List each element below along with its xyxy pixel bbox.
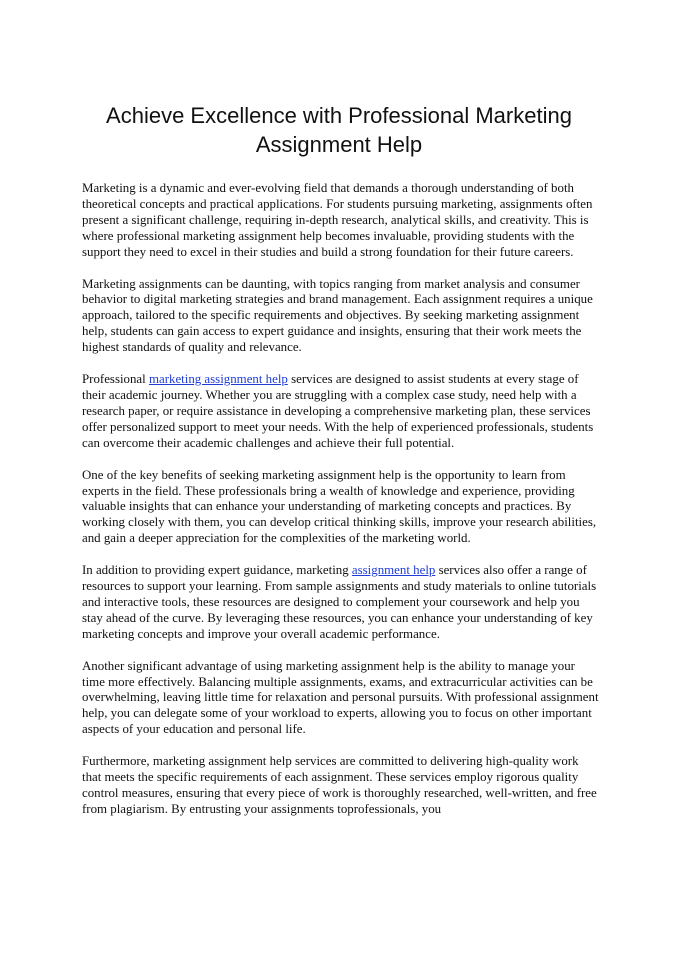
paragraph-4: One of the key benefits of seeking marketing assignment help is the opportunity to learn from experts in the field. These professionals bring a wealth of knowledge and experience, providing valuable insights that can enhance your understanding of marketing concepts and practices. By working closely with them, you can develop critical thinking skills, improve your research abilities, and gain a deeper appreciation for the complexities of the marketing world.: [82, 467, 597, 546]
paragraph-7: Furthermore, marketing assignment help services are committed to delivering high-quality work that meets the specific requirements of each assignment. These services employ rigorous quality control measures, ensuring that every piece of work is thoroughly researched, well-written, and free from plagiarism. By entrusting your assignments toprofessionals, you: [82, 754, 597, 816]
paragraph-3-lead-text: Professional: [82, 372, 149, 387]
paragraph-6: Another significant advantage of using marketing assignment help is the ability to manage your time more effectively. Balancing multiple assignments, exams, and extracurricular activities can be overwhelming, leaving little time for relaxation and personal pursuits. With professional assignment help, you can delegate some of your workload to experts, allowing you to focus on other important aspects of your education and personal life.: [82, 658, 599, 737]
paragraph-3-trailing-text: services are designed to assist students at every stage of their academic journey. Whether you are struggling with a complex case study, need help with a research paper, or require assistance in developing a comprehensive marketing plan, these services offer personalized support to meet your needs. With the help of experienced professionals, students can overcome their academic challenges and achieve their full potential.: [82, 372, 594, 450]
marketing-assignment-help-link[interactable]: marketing assignment help: [148, 372, 288, 387]
paragraph-3: [82, 372, 600, 452]
paragraph-5-lead-text: In addition to providing expert guidance, marketing: [82, 563, 352, 578]
document-body: [82, 181, 600, 834]
paragraph-5: [82, 563, 600, 643]
paragraph-2: Marketing assignments can be daunting, with topics ranging from market analysis and consumer behavior to digital marketing strategies and brand management. Each assignment requires a unique approach, tailored to the specific requirements and objectives. By seeking marketing assignment help, students can gain access to expert guidance and insights, ensuring that their work meets the highest standards of quality and relevance.: [82, 276, 593, 355]
paragraph-5-trailing-text: services also offer a range of resources to support your learning. From sample assignments and study materials to online tutorials and interactive tools, these resources are designed to complement your coursework and help you stay ahead of the curve. By leveraging these resources, you can enhance your understanding of key marketing concepts and improve your overall academic performance.: [82, 563, 597, 641]
assignment-help-link[interactable]: assignment help: [351, 563, 436, 578]
page-title: Achieve Excellence with Professional Marketing Assignment Help: [106, 103, 572, 157]
paragraph-1: Marketing is a dynamic and ever-evolving field that demands a thorough understanding of both theoretical concepts and practical applications. For students pursuing marketing, assignments often present a significant challenge, requiring in-depth research, analytical skills, and creativity. This is where professional marketing assignment help becomes invaluable, providing students with the support they need to excel in their studies and build a strong foundation for their future careers.: [82, 181, 593, 259]
